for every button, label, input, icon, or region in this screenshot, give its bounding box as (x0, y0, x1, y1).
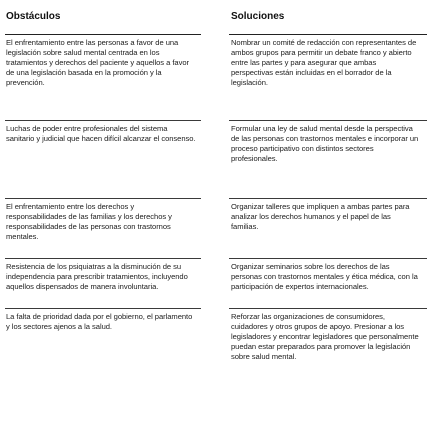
solution-cell: Organizar talleres que impliquen a ambas partes para analizar los derechos humanos y el papel de las familias. (231, 202, 410, 231)
row-divider (229, 198, 427, 199)
obstacle-cell: Resistencia de los psiquiatras a la disminución de su independencia para prescribir tratamientos, incluyendo aquellos dispensados de manera involuntaria. (6, 262, 188, 291)
solution-cell: Formular una ley de salud mental desde la perspectiva de las personas con trastornos mentales e incorporar un proceso participativo con distintos sectores profesionales. (231, 124, 419, 163)
header-solutions: Soluciones (231, 11, 285, 22)
obstacle-cell: La falta de prioridad dada por el gobierno, el parlamento y los sectores ajenos a la salud. (6, 312, 193, 331)
row-divider (229, 258, 427, 259)
solution-cell: Nombrar un comité de redacción con representantes de ambos grupos para permitir un debate franco y abierto entre las partes y para asegurar que ambas perspectivas están incluidas en el borrador de la legislación. (231, 38, 417, 87)
row-divider (5, 120, 201, 121)
obstacle-cell: Luchas de poder entre profesionales del sistema sanitario y judicial que hacen difícil alcanzar el consenso. (6, 124, 196, 143)
row-divider (5, 258, 201, 259)
row-divider (229, 34, 427, 35)
row-divider (5, 34, 201, 35)
obstacle-cell: El enfrentamiento entre los derechos y responsabilidades de las familias y los derechos y responsabilidades de las personas con trastornos mentales. (6, 202, 172, 241)
row-divider (5, 308, 201, 309)
solution-cell: Reforzar las organizaciones de consumidores, cuidadores y otros grupos de apoyo. Presionar a los legisladores y encontrar legisladores que personalmente puedan estar preparados para promover la legislación sobre salud mental. (231, 312, 419, 361)
obstacle-cell: El enfrentamiento entre las personas a favor de una legislación sobre salud mental centrada en los tratamientos y derechos del paciente y aquellos a favor de una legislación basada en la promoción y la prevención. (6, 38, 189, 87)
solution-cell: Organizar seminarios sobre los derechos de las personas con trastornos mentales y ética médica, con la participación de expertos internacionales. (231, 262, 418, 291)
header-obstacles: Obstáculos (6, 11, 61, 22)
row-divider (5, 198, 201, 199)
row-divider (229, 120, 427, 121)
row-divider (229, 308, 427, 309)
